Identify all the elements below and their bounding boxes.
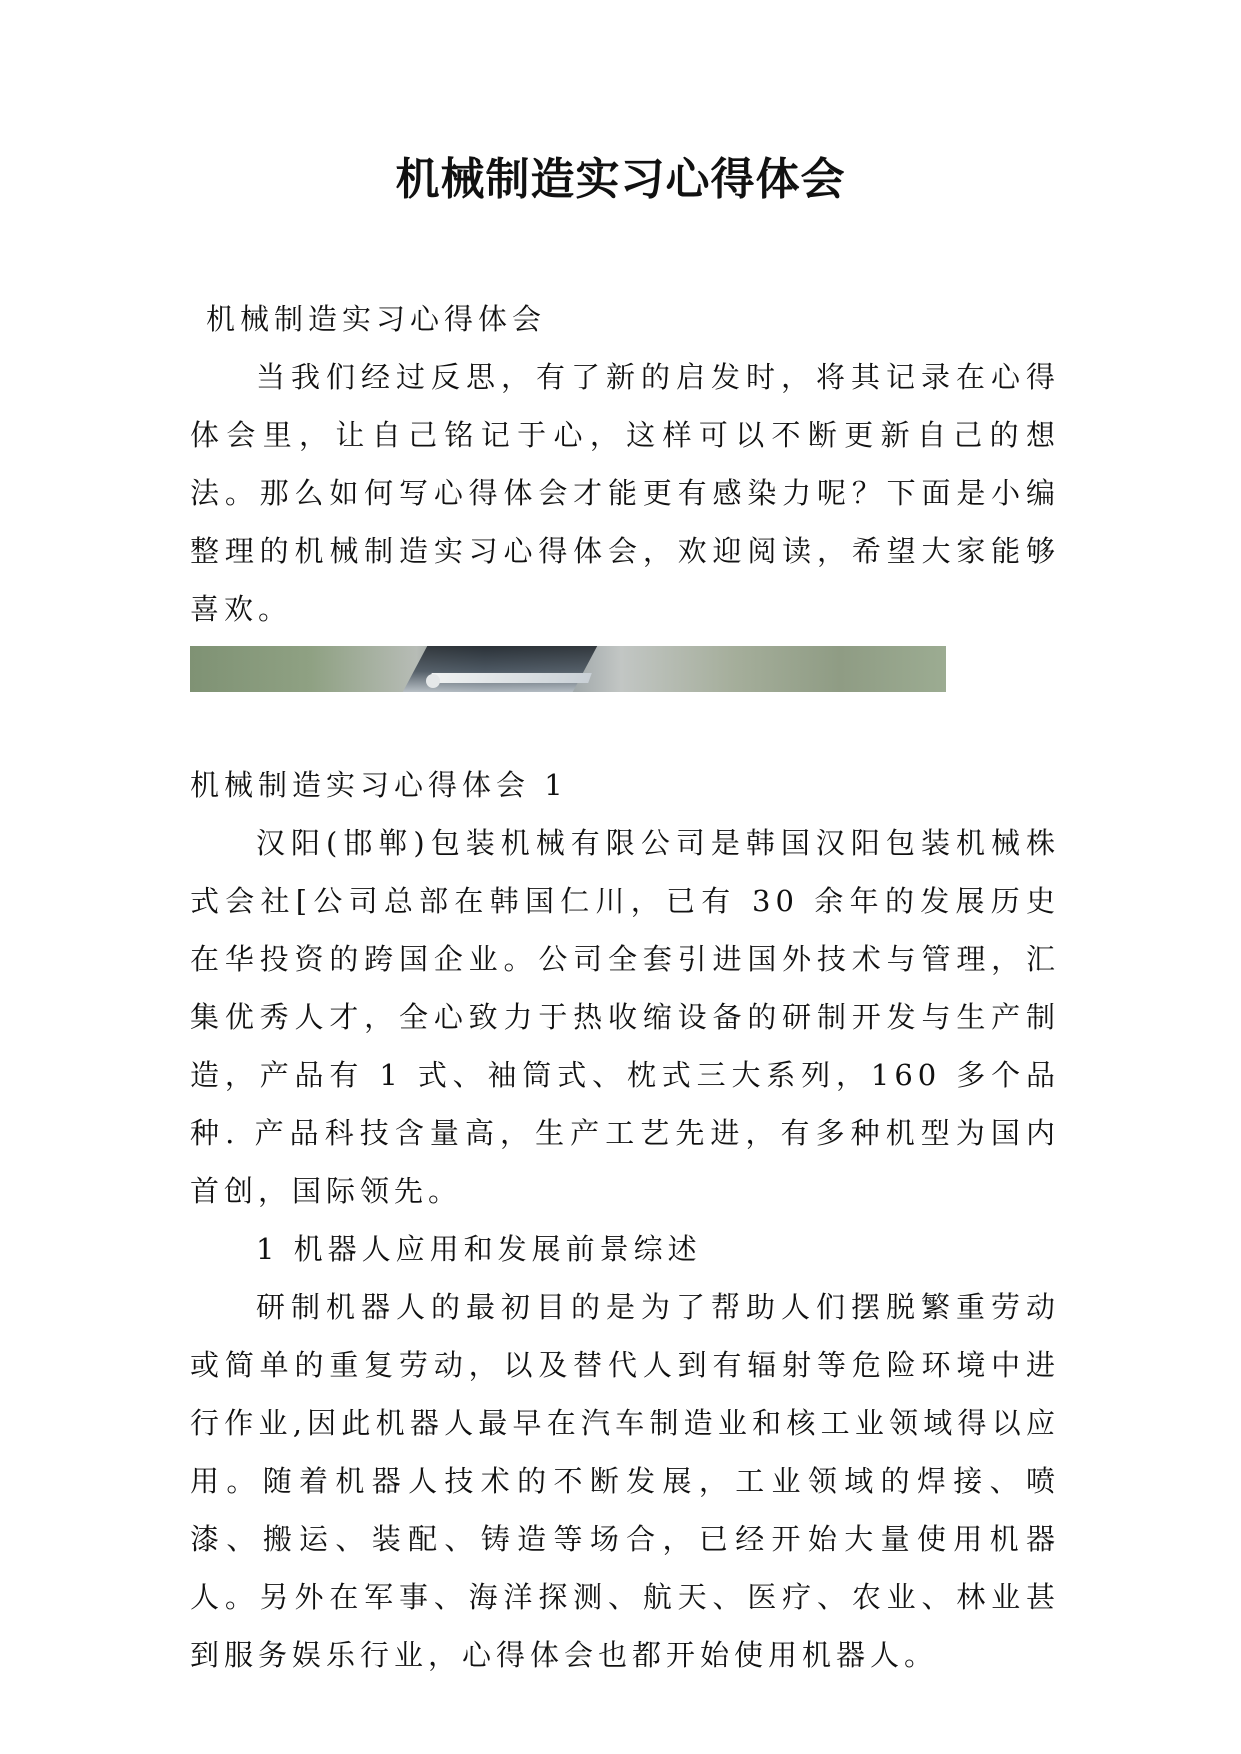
machine-light — [426, 674, 440, 688]
document-body — [190, 290, 1060, 1684]
article-image — [190, 646, 946, 692]
document-title: 机械制造实习心得体会 — [395, 154, 846, 205]
section-subheading: 1 机器人应用和发展前景综述 — [256, 1232, 702, 1266]
machine-highlight — [428, 673, 592, 683]
section-paragraph: 研制机器人的最初目的是为了帮助人们摆脱繁重劳动或简单的重复劳动，以及替代人到有辐射等危险环境中进行作业,因此机器人最早在汽车制造业和核工业领域得以应用。随着机器人技术的不断发展，工业领域的焊接、喷漆、搬运、装配、铸造等场合，已经开始大量使用机器人。另外在军事、海洋探测、航天、医疗、农业、林业甚到服务娱乐行业，心得体会也都开始使用机器人。 — [190, 1290, 1060, 1672]
section-paragraph: 汉阳(邯郸)包装机械有限公司是韩国汉阳包装机械株式会社[公司总部在韩国仁川，已有 30 余年的发展历史在华投资的跨国企业。公司全套引进国外技术与管理，汇集优秀人才，全心致力于热收缩设备的研制开发与生产制造，产品有 1 式、袖筒式、枕式三大系列，160 多个品种. 产品科技含量高，生产工艺先进，有多种机型为国内首创，国际领先。 — [190, 826, 1060, 1208]
document-subtitle: 机械制造实习心得体会 — [206, 302, 547, 336]
intro-paragraph: 当我们经过反思，有了新的启发时，将其记录在心得体会里，让自己铭记于心，这样可以不断更新自己的想法。那么如何写心得体会才能更有感染力呢？下面是小编整理的机械制造实习心得体会，欢迎阅读，希望大家能够喜欢。 — [190, 360, 1060, 626]
section-heading: 机械制造实习心得体会 1 — [190, 768, 568, 802]
section-spacing — [190, 692, 1060, 756]
